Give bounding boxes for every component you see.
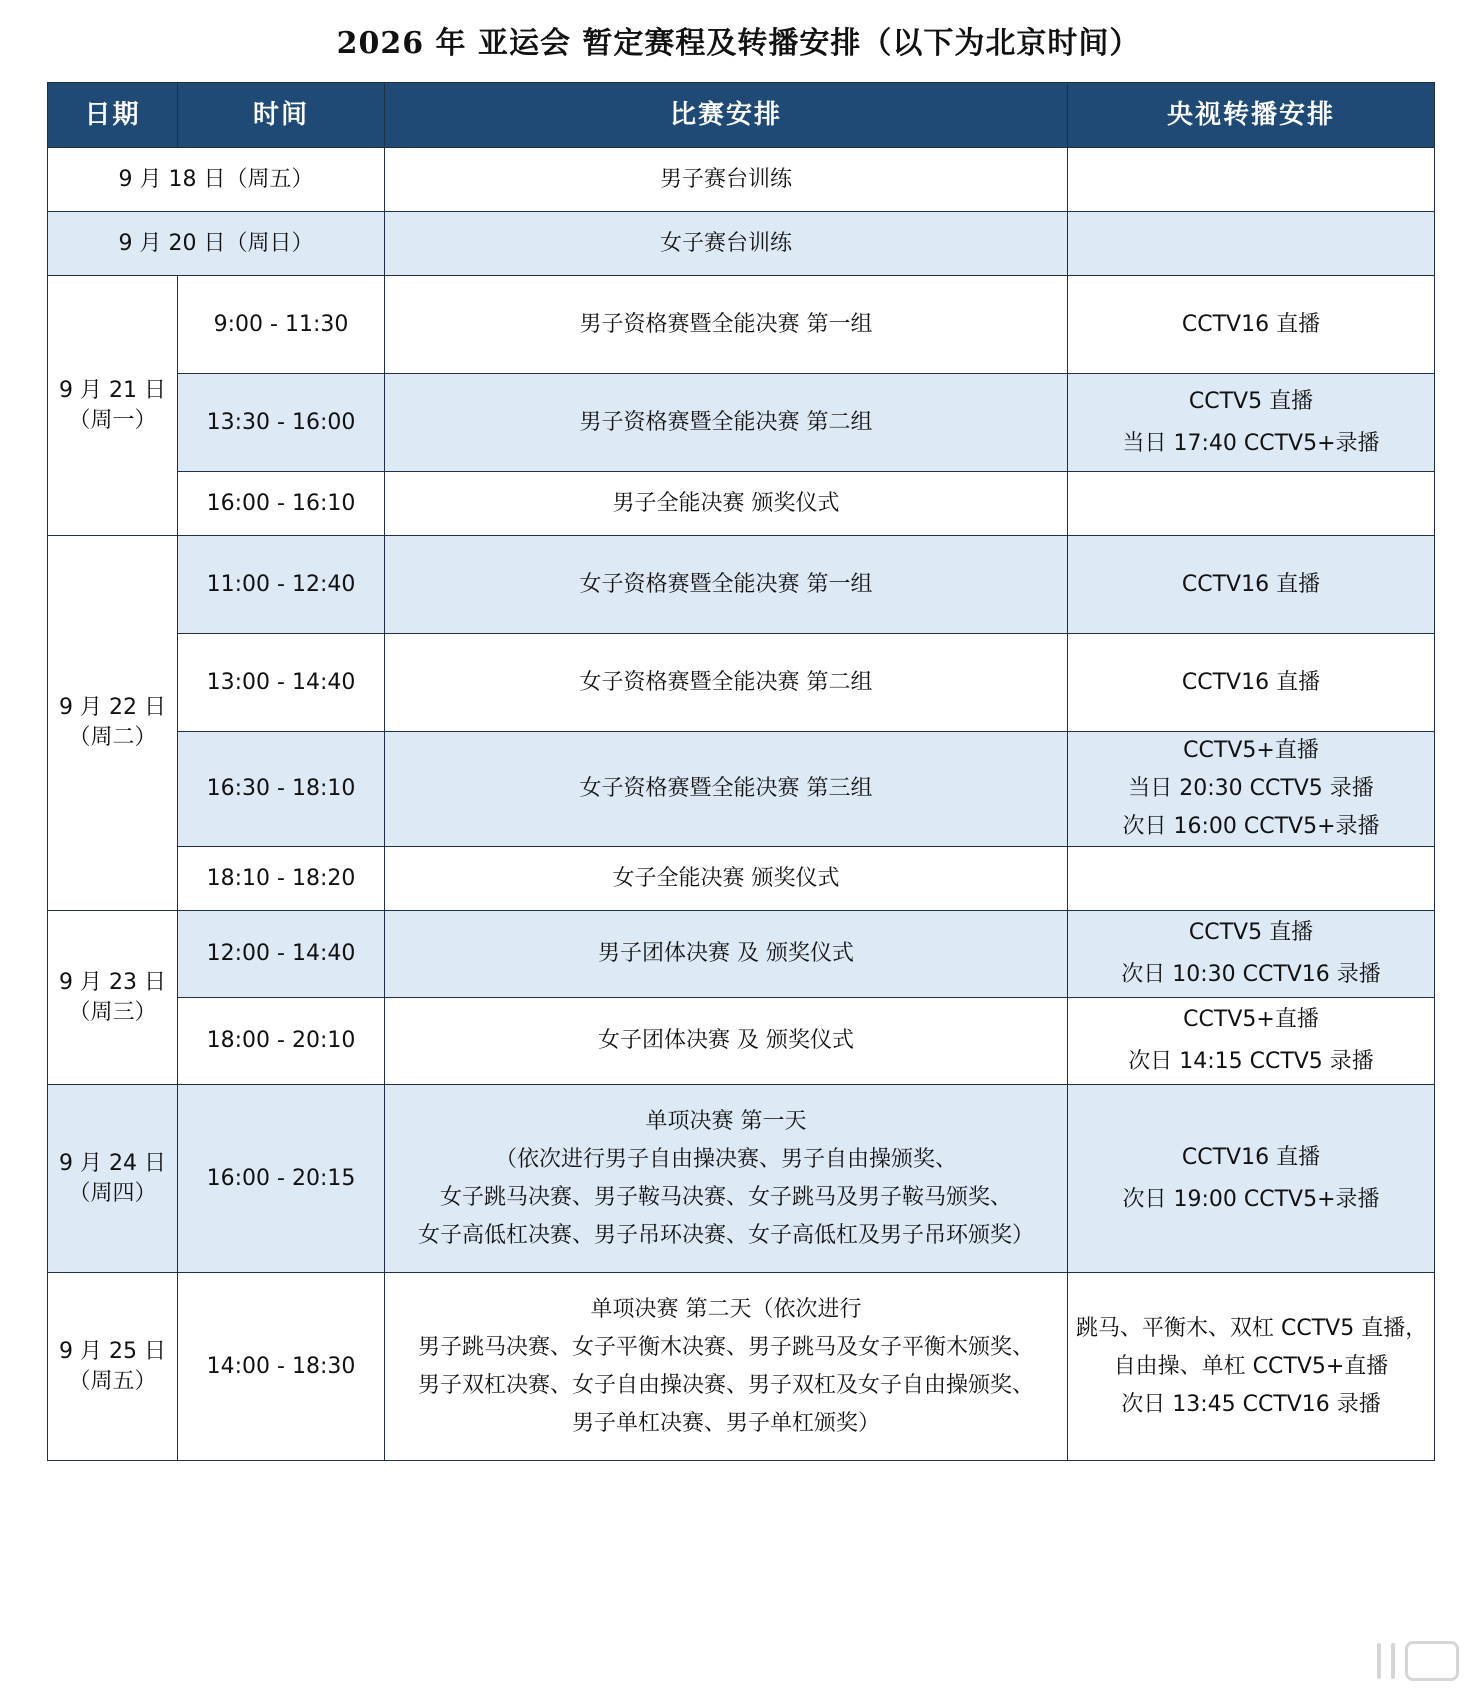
cell-line: CCTV16 直播	[1181, 571, 1321, 597]
cell-line: 女子团体决赛 及 颁奖仪式	[598, 1028, 854, 1053]
table-row	[48, 847, 1435, 911]
date-cell	[48, 1273, 178, 1461]
time-cell: 16:00 - 16:10	[178, 472, 385, 536]
time-cell: 16:30 - 18:10	[178, 732, 385, 847]
broadcast-cell	[1068, 1085, 1435, 1273]
cell-line: 9 月 24 日	[59, 1150, 166, 1176]
schedule-table	[47, 82, 1435, 1461]
events-cell	[385, 212, 1068, 276]
table-row	[48, 536, 1435, 634]
header-events: 比赛安排	[385, 83, 1068, 148]
cell-line: （周二）	[68, 725, 157, 750]
cell-line: 9 月 23 日	[59, 969, 166, 995]
header-time: 时间	[178, 83, 385, 148]
cell-line: 9 月 22 日	[59, 695, 166, 720]
cell-line: 次日 16:00 CCTV5+录播	[1122, 814, 1380, 839]
cell-line: （周四）	[68, 1180, 157, 1206]
time-cell: 13:00 - 14:40	[178, 634, 385, 732]
cell-line: CCTV5+直播	[1183, 738, 1319, 763]
cell-line: 次日 19:00 CCTV5+录播	[1122, 1186, 1380, 1212]
cell-line: CCTV16 直播	[1181, 669, 1321, 695]
schedule-body	[48, 148, 1435, 1461]
cell-line: 男子跳马决赛、女子平衡木决赛、男子跳马及女子平衡木颁奖、	[417, 1334, 1034, 1360]
cell-line: 女子资格赛暨全能决赛 第三组	[579, 776, 873, 801]
header-row	[48, 83, 1435, 148]
header-broadcast: 央视转播安排	[1068, 83, 1435, 148]
cell-line: 跳马、平衡木、双杠 CCTV5 直播，	[1076, 1315, 1428, 1341]
time-cell: 11:00 - 12:40	[178, 536, 385, 634]
header-date: 日期	[48, 83, 178, 148]
time-cell: 9:00 - 11:30	[178, 276, 385, 374]
table-row	[48, 276, 1435, 374]
broadcast-cell	[1068, 276, 1435, 374]
cell-line: 单项决赛 第一天	[645, 1108, 807, 1134]
time-cell: 12:00 - 14:40	[178, 911, 385, 998]
cell-line: CCTV5 直播	[1188, 388, 1314, 414]
cell-line: 女子资格赛暨全能决赛 第一组	[579, 571, 873, 597]
cell-line: （周三）	[68, 999, 157, 1025]
cell-line: 男子赛台训练	[659, 166, 792, 192]
date-cell	[48, 148, 385, 212]
broadcast-cell	[1068, 634, 1435, 732]
cell-line: CCTV16 直播	[1181, 311, 1321, 337]
time-cell: 18:00 - 20:10	[178, 998, 385, 1085]
events-cell	[385, 1273, 1068, 1461]
table-row	[48, 212, 1435, 276]
broadcast-cell	[1068, 998, 1435, 1085]
date-cell	[48, 1085, 178, 1273]
cell-line: 次日 14:15 CCTV5 录播	[1128, 1049, 1374, 1074]
time-cell: 16:00 - 20:15	[178, 1085, 385, 1273]
events-cell	[385, 1085, 1068, 1273]
broadcast-cell	[1068, 374, 1435, 472]
time-cell: 18:10 - 18:20	[178, 847, 385, 911]
cell-line: 男子单杠决赛、男子单杠颁奖）	[571, 1410, 880, 1436]
broadcast-cell	[1068, 212, 1435, 276]
cell-line: 男子全能决赛 颁奖仪式	[612, 490, 840, 516]
cell-line: 次日 13:45 CCTV16 录播	[1121, 1391, 1381, 1417]
table-row	[48, 472, 1435, 536]
events-cell	[385, 276, 1068, 374]
cell-line: 当日 17:40 CCTV5+录播	[1122, 430, 1380, 456]
cell-line: （周五）	[68, 1368, 157, 1394]
watermark-icon	[1377, 1641, 1459, 1681]
events-cell	[385, 148, 1068, 212]
events-cell	[385, 472, 1068, 536]
cell-line: 9 月 21 日	[59, 377, 166, 403]
cell-line: 单项决赛 第二天（依次进行	[590, 1296, 862, 1322]
cell-line: CCTV16 直播	[1181, 1144, 1321, 1170]
events-cell	[385, 911, 1068, 998]
broadcast-cell	[1068, 148, 1435, 212]
cell-line: 女子全能决赛 颁奖仪式	[612, 865, 840, 891]
events-cell	[385, 847, 1068, 911]
cell-line: 当日 20:30 CCTV5 录播	[1128, 776, 1374, 801]
date-cell	[48, 212, 385, 276]
events-cell	[385, 732, 1068, 847]
cell-line: 自由操、单杠 CCTV5+直播	[1113, 1353, 1389, 1379]
cell-line: 男子双杠决赛、女子自由操决赛、男子双杠及女子自由操颁奖、	[417, 1372, 1034, 1398]
cell-line: 9 月 20 日（周日）	[118, 230, 314, 256]
events-cell	[385, 634, 1068, 732]
table-row	[48, 374, 1435, 472]
broadcast-cell	[1068, 1273, 1435, 1461]
table-row	[48, 998, 1435, 1085]
page-title: 2026 年 亚运会 暂定赛程及转播安排（以下为北京时间）	[336, 26, 1141, 61]
events-cell	[385, 374, 1068, 472]
cell-line: 9 月 25 日	[59, 1338, 166, 1364]
cell-line: 男子资格赛暨全能决赛 第一组	[579, 311, 873, 337]
cell-line: 男子团体决赛 及 颁奖仪式	[598, 941, 854, 966]
broadcast-cell	[1068, 732, 1435, 847]
events-cell	[385, 536, 1068, 634]
cell-line: 9 月 18 日（周五）	[118, 166, 314, 192]
cell-line: 男子资格赛暨全能决赛 第二组	[579, 409, 873, 435]
cell-line: CCTV5+直播	[1183, 1007, 1319, 1032]
events-cell	[385, 998, 1068, 1085]
broadcast-cell	[1068, 847, 1435, 911]
cell-line: （周一）	[68, 407, 157, 433]
cell-line: （依次进行男子自由操决赛、男子自由操颁奖、	[494, 1146, 957, 1172]
table-row	[48, 911, 1435, 998]
date-cell	[48, 911, 178, 1085]
cell-line: 次日 10:30 CCTV16 录播	[1121, 962, 1381, 987]
table-row	[48, 732, 1435, 847]
broadcast-cell	[1068, 472, 1435, 536]
table-row	[48, 148, 1435, 212]
time-cell: 13:30 - 16:00	[178, 374, 385, 472]
cell-line: CCTV5 直播	[1188, 920, 1314, 945]
table-row	[48, 634, 1435, 732]
date-cell	[48, 536, 178, 911]
table-row	[48, 1273, 1435, 1461]
cell-line: 女子赛台训练	[659, 230, 792, 256]
cell-line: 女子跳马决赛、男子鞍马决赛、女子跳马及男子鞍马颁奖、	[439, 1184, 1012, 1210]
table-row	[48, 1085, 1435, 1273]
broadcast-cell	[1068, 536, 1435, 634]
cell-line: 女子资格赛暨全能决赛 第二组	[579, 669, 873, 695]
time-cell: 14:00 - 18:30	[178, 1273, 385, 1461]
date-cell	[48, 276, 178, 536]
cell-line: 女子高低杠决赛、男子吊环决赛、女子高低杠及男子吊环颁奖）	[417, 1222, 1034, 1248]
broadcast-cell	[1068, 911, 1435, 998]
